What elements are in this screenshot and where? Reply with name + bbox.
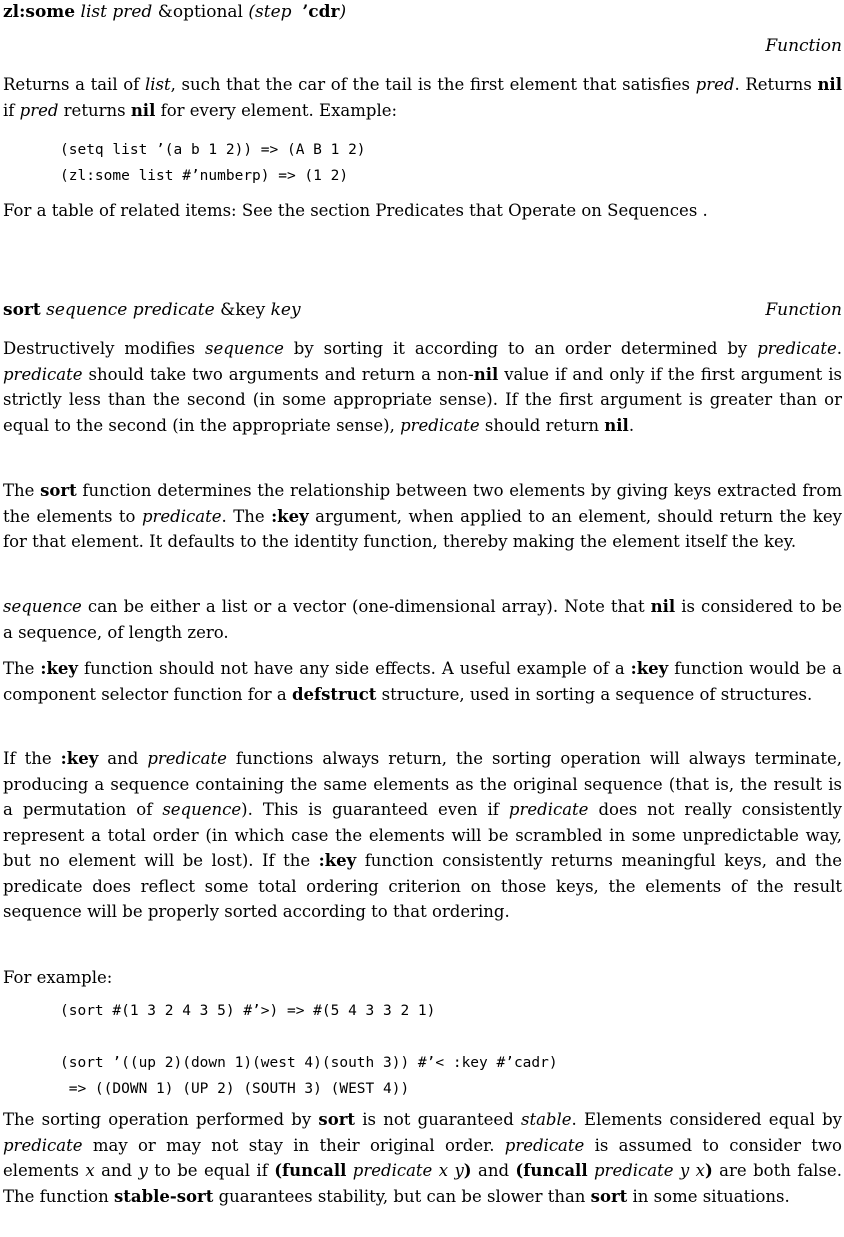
some-description: Returns a tail of list, such that the car of the tail is the first element that satisfies pred. Returns nil if pred returns nil for every element. Example: [3, 75, 842, 120]
some-optional-keyword: &optional [157, 2, 243, 22]
sort-paragraph-1: Destructively modifies sequence by sorting it according to an order determined by predicate. predicate should take two arguments and return a non-nil value if and only if the first argument is strictly less than the second (in some appropriate sense). If the first argument is greater than or equal to the second (in the appropriate sense), predicate should return nil. [3, 339, 842, 435]
some-name: zl:some [3, 2, 76, 22]
sort-code-example: (sort #(1 3 2 4 3 5) #’>) => #(5 4 3 3 2 1) (sort ’((up 2)(down 1)(west 4)(south 3)) #’< :key #’cadr) => ((DOWN 1) (UP 2) (SOUTH 3) (WEST 4)) [60, 1003, 558, 1097]
sort-key-arg: key [270, 300, 301, 320]
sort-signature [3, 298, 842, 322]
some-cdr: ’cdr [302, 2, 340, 22]
sort-paragraph-stability: The sorting operation performed by sort is not guaranteed stable. Elements considered equal by predicate may or may not stay in their original order. predicate is assumed to consider two elements x and y to be equal if (funcall predicate x y) and (funcall predicate y x) are both false. The function stable-sort guarantees stability, but can be slower than sort in some situations. [3, 1110, 842, 1206]
some-see-also: For a table of related items: See the section Predicates that Operate on Sequences . [3, 201, 708, 220]
sort-args: sequence predicate [46, 300, 215, 320]
sort-key-keyword: &key [220, 300, 266, 320]
sort-paragraph-5: If the :key and predicate functions always return, the sorting operation will always terminate, producing a sequence containing the same elements as the original sequence (that is, the result is a permutation of sequence). This is guaranteed even if predicate does not really consistently represent a total order (in which case the elements will be scrambled in some unpredictable way, but no element will be lost). If the :key function consistently returns meaningful keys, and the predicate does reflect some total ordering criterion on those keys, the elements of the result sequence will be properly sorted according to that ordering. [3, 749, 843, 921]
sort-example-intro: For example: [3, 968, 113, 987]
some-type: Function [765, 36, 842, 56]
sort-type: Function [765, 300, 842, 320]
sort-paragraph-3: sequence can be either a list or a vector (one-dimensional array). Note that nil is considered to be a sequence, of length zero. [3, 597, 843, 642]
sort-paragraph-4: The :key function should not have any side effects. A useful example of a :key function would be a component selector function for a defstruct structure, used in sorting a sequence of structures. [3, 659, 842, 704]
some-step-arg: (step [248, 2, 292, 22]
sort-name: sort [3, 300, 41, 320]
some-signature [3, 0, 842, 24]
some-code-example: (setq list ’(a b 1 2)) => (A B 1 2) (zl:some list #’numberp) => (1 2) [60, 142, 366, 184]
sort-paragraph-2: The sort function determines the relationship between two elements by giving keys extracted from the elements to predicate. The :key argument, when applied to an element, should return the key for that element. It defaults to the identity function, thereby making the element itself the key. [3, 481, 842, 551]
some-close-paren: ) [339, 2, 347, 22]
some-args: list pred [80, 2, 153, 22]
